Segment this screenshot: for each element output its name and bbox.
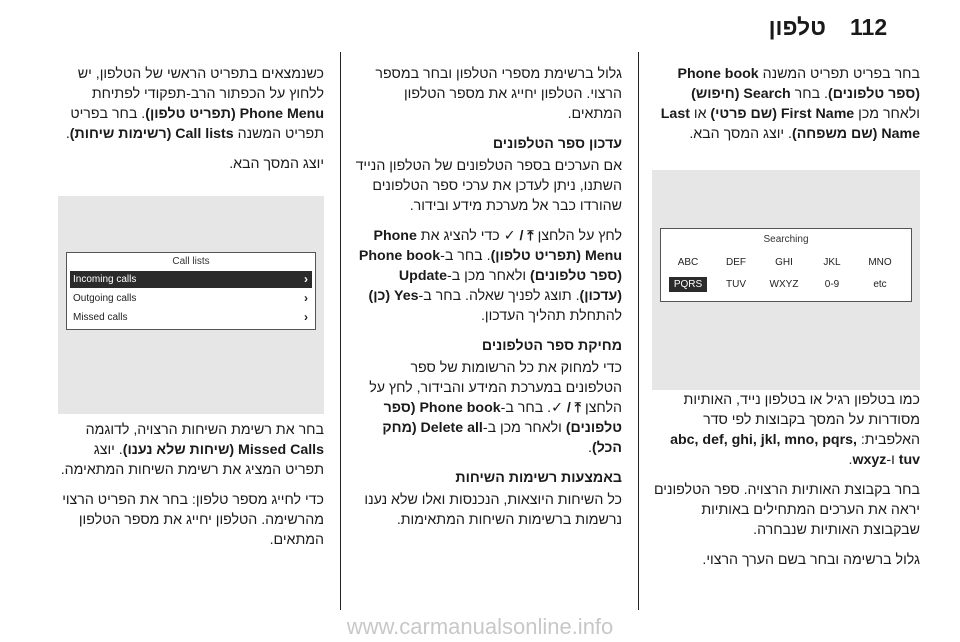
watermark: www.carmanualsonline.info xyxy=(346,614,614,639)
section-heading: מחיקת ספר הטלפונים xyxy=(481,338,622,354)
paragraph: יוצג המסך הבא. xyxy=(229,156,324,172)
paragraph: כדי לחייג מספר טלפון: בחר את הפריט הרצוי מהרשימה. הטלפון יחייג את מספר הטלפון המתאים. xyxy=(62,492,324,548)
search-screen-title: Searching xyxy=(763,234,809,245)
paragraph: לחץ על הלחצן ⤒ / ✓ כדי להציג את Phone Menu (תפריט טלפון). בחר ב-Phone book (ספר טלפונים) ולאחר מכן ב-Update (עדכון). תוצג לפניך שאלה. בחר ב-Yes (כן) להתחלת תהליך העדכון. xyxy=(358,228,622,324)
letter-group-key[interactable]: 0-9 xyxy=(824,279,840,290)
letter-group-key[interactable]: PQRS xyxy=(669,277,707,292)
letter-group-key[interactable]: WXYZ xyxy=(769,279,799,290)
paragraph: כדי למחוק את כל הרשומות של ספר הטלפונים במערכת המידע והבידור, לחץ על הלחצן ⤒ / ✓. בחר ב-Phone book (ספר טלפונים) ולאחר מכן ב-Delete all (מחק הכל). xyxy=(369,360,622,456)
section-heading: באמצעות רשימות השיחות xyxy=(455,470,622,486)
call-list-item[interactable] xyxy=(70,309,312,326)
paragraph: אם הערכים בספר הטלפונים של הטלפון הנייד השתנו, ניתן לעדכן את ערכי ספר הטלפונים שהורדו כבר אל מערכת מידע ובידור. xyxy=(355,158,622,214)
paragraph: בחר את רשימת השיחות הרצויה, לדוגמה Missed Calls (שיחות שלא נענו). יוצג תפריט המציג את רשימת השיחות המתאימה. xyxy=(60,422,324,478)
page-title: טלפון xyxy=(768,14,826,40)
call-list-item[interactable] xyxy=(70,271,312,288)
paragraph: כמו בטלפון רגיל או בטלפון נייד, האותיות מסודרות על המסך בקבוצות לפי סדר האלפבית: abc, def, ghi, jkl, mno, pqrs, tuv ו-wxyz. xyxy=(670,392,920,468)
column-middle xyxy=(352,64,622,540)
call-list-item-label: Incoming calls xyxy=(73,274,137,285)
page-number: 112 xyxy=(850,14,888,40)
chevron-right-icon: › xyxy=(304,291,308,305)
call-list-item-label: Outgoing calls xyxy=(73,293,137,304)
search-screen xyxy=(660,228,912,302)
letter-group-key[interactable]: DEF xyxy=(726,257,746,268)
call-lists-screen-photo xyxy=(58,196,324,414)
paragraph: כל השיחות היוצאות, הנכנסות ואלו שלא נענו נרשמות ברשימות השיחות המתאימות. xyxy=(364,492,622,528)
column-divider xyxy=(340,52,341,610)
paragraph: בחר בפריט תפריט המשנה Phone book (ספר טלפונים). בחר Search (חיפוש) ולאחר מכן First Name (שם פרטי) או Last Name (שם משפחה). יוצג המסך הבא. xyxy=(660,66,920,142)
letter-group-key[interactable]: TUV xyxy=(726,279,746,290)
column-divider xyxy=(638,52,639,610)
call-list-item-label: Missed calls xyxy=(73,312,128,323)
letter-group-key[interactable]: MNO xyxy=(868,257,892,268)
call-lists-screen xyxy=(66,252,316,330)
section-heading: עדכון ספר הטלפונים xyxy=(492,136,622,152)
paragraph: בחר בקבוצת האותיות הרצויה. ספר הטלפונים יראה את הערכים המתחילים באותיות שבקבוצת האותיות שנבחרה. xyxy=(653,482,920,538)
call-lists-title: Call lists xyxy=(172,256,210,267)
letter-group-key[interactable]: ABC xyxy=(677,257,699,268)
paragraph: כשנמצאים בתפריט הראשי של הטלפון, יש ללחוץ על הכפתור הרב-תפקודי לפתיחת Phone Menu (תפריט טלפון). בחר בפריט תפריט המשנה Call lists (רשימות שיחות). xyxy=(65,66,324,142)
letter-group-key[interactable]: JKL xyxy=(823,257,841,268)
call-list-item[interactable] xyxy=(70,290,312,307)
chevron-right-icon: › xyxy=(304,272,308,286)
search-screen-photo xyxy=(652,170,920,390)
paragraph: גלול ברשימת מספרי הטלפון ובחר במספר הרצוי. הטלפון יחייג את מספר הטלפון המתאים. xyxy=(375,66,622,122)
paragraph: גלול ברשימה ובחר בשם הערך הרצוי. xyxy=(702,552,920,568)
letter-group-key[interactable]: etc xyxy=(873,279,887,290)
page-header xyxy=(0,0,960,56)
chevron-right-icon: › xyxy=(304,310,308,324)
letter-group-key[interactable]: GHI xyxy=(775,257,793,268)
